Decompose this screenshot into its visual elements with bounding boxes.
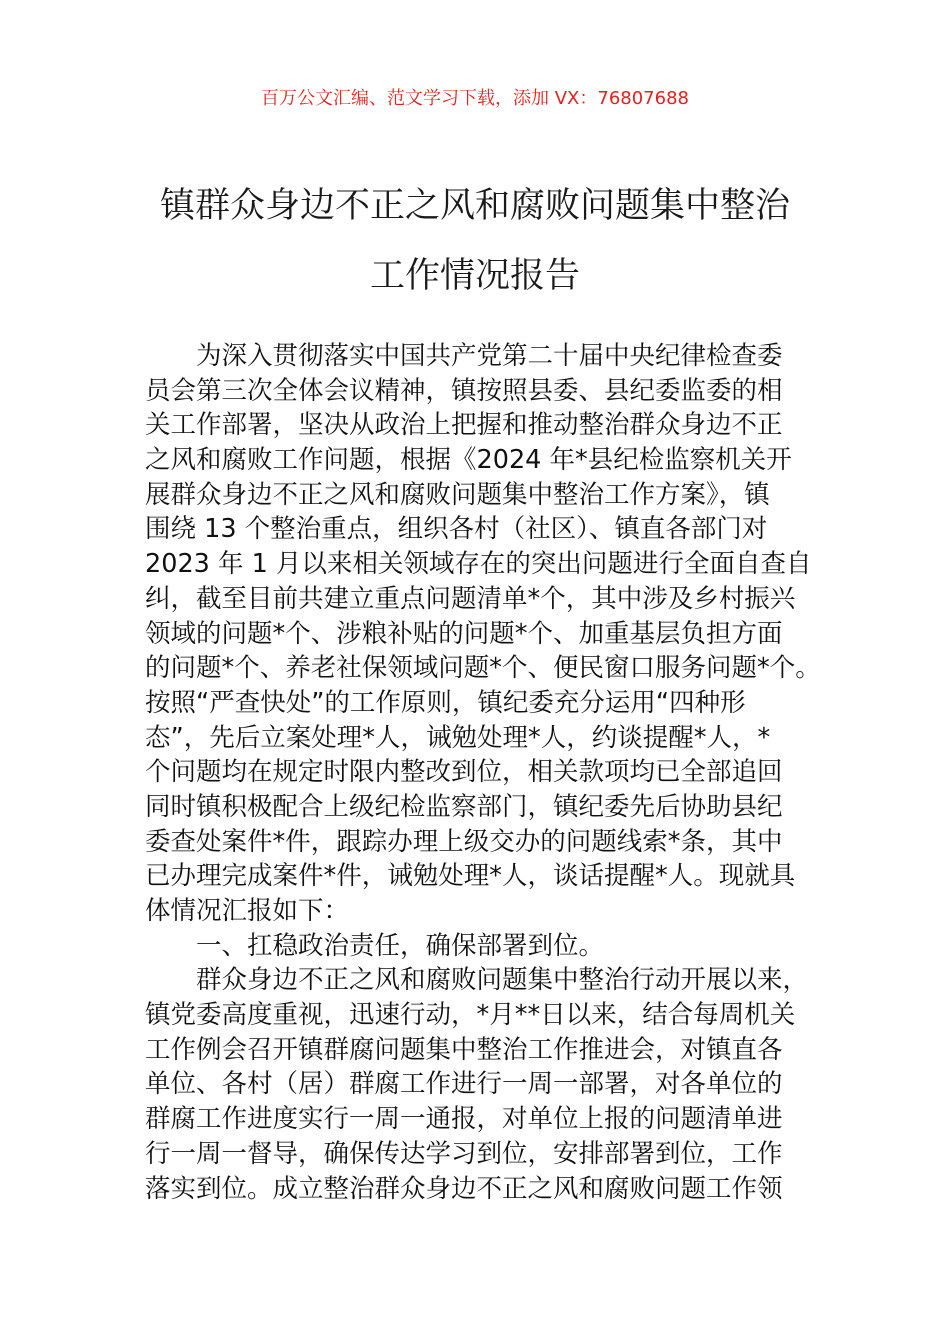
document-body [145, 339, 845, 1206]
text-line: 关工作部署，坚决从政治上把握和推动整治群众身边不正 [145, 410, 783, 441]
text-line: 纠，截至目前共建立重点问题清单*个，其中涉及乡村振兴 [145, 583, 796, 614]
text-line: 单位、各村（居）群腐工作进行一周一部署，对各单位的 [145, 1069, 783, 1100]
text-line: 展群众身边不正之风和腐败问题集中整治工作方案》，镇 [145, 479, 770, 510]
paragraph-section-1 [145, 963, 845, 1206]
text-line: 落实到位。成立整治群众身边不正之风和腐败问题工作领 [145, 1173, 783, 1204]
text-line: 为深入贯彻落实中国共产党第二十届中央纪律检查委 [196, 341, 783, 371]
text-line: 态”，先后立案处理*人，诫勉处理*人，约谈提醒*人，* [145, 722, 771, 753]
text-line: 群腐工作进度实行一周一通报，对单位上报的问题清单进 [145, 1104, 783, 1135]
text-line: 员会第三次全体会议精神，镇按照县委、县纪委监委的相 [145, 375, 783, 406]
document-title-line-1: 镇群众身边不正之风和腐败问题集中整治 [159, 186, 790, 226]
text-line: 体情况汇报如下： [145, 896, 350, 926]
text-line: 围绕 13 个整治重点，组织各村（社区）、镇直各部门对 [145, 514, 768, 545]
text-line: 行一周一督导，确保传达学习到位，安排部署到位，工作 [145, 1138, 783, 1169]
paragraph-intro [145, 339, 845, 929]
document-title-line-2: 工作情况报告 [369, 256, 580, 296]
section-heading-1: 一、扛稳政治责任，确保部署到位。 [196, 930, 605, 961]
text-line: 群众身边不正之风和腐败问题集中整治行动开展以来， [196, 965, 809, 996]
text-line: 委查处案件*件，跟踪办理上级交办的问题线索*条，其中 [145, 826, 783, 857]
text-line: 2023 年 1 月以来相关领域存在的突出问题进行全面自查自 [145, 549, 812, 580]
text-line: 之风和腐败工作问题，根据《2024 年*县纪检监察机关开 [145, 445, 792, 476]
text-line: 工作例会召开镇群腐问题集中整治工作推进会，对镇直各 [145, 1034, 783, 1065]
text-line: 镇党委高度重视，迅速行动，*月**日以来，结合每周机关 [145, 1000, 796, 1031]
text-line: 已办理完成案件*件，诫勉处理*人，谈话提醒*人。现就具 [145, 861, 796, 892]
text-line: 按照“严查快处”的工作原则，镇纪委充分运用“四种形 [145, 687, 746, 718]
text-line: 同时镇积极配合上级纪检监察部门，镇纪委先后协助县纪 [145, 791, 783, 822]
text-line: 的问题*个、养老社保领域问题*个、便民窗口服务问题*个。 [145, 653, 821, 684]
watermark-header: 百万公文汇编、范文学习下载，添加 VX：76807688 [261, 88, 689, 109]
text-line: 个问题均在规定时限内整改到位，相关款项均已全部追回 [145, 757, 783, 788]
text-line: 领域的问题*个、涉粮补贴的问题*个、加重基层负担方面 [145, 618, 783, 649]
